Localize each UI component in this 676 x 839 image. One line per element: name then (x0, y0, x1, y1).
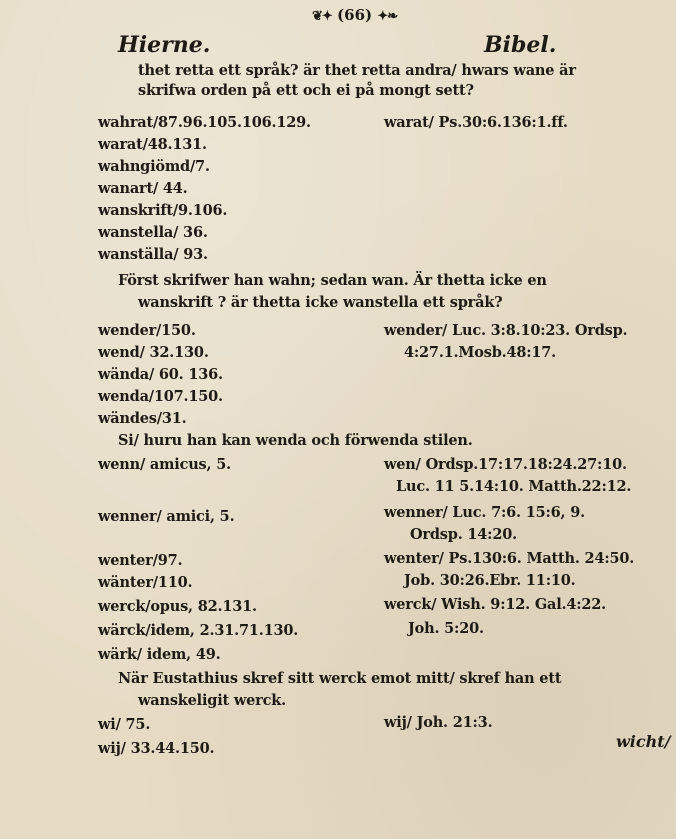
catchword: wicht/ (616, 732, 671, 751)
header-left: Hierne. (118, 32, 211, 58)
text-line: wenter/97. (98, 552, 183, 569)
text-line: Si/ huru han kan wenda och förwenda stilen. (118, 432, 473, 449)
text-line: När Eustathius skref sitt werck emot mitt/ skref han ett (118, 670, 562, 687)
text-line: Ordsp. 14:20. (410, 526, 517, 543)
ornament-right-icon: ✦❧ (377, 9, 398, 24)
text-line: werck/ Wish. 9:12. Gal.4:22. (384, 596, 607, 613)
text-line: Joh. 5:20. (408, 620, 484, 637)
text-line: skrifwa orden på ett och ei på mongt sett? (138, 82, 474, 99)
text-line: Luc. 11 5.14:10. Matth.22:12. (396, 478, 632, 495)
text-line: werck/opus, 82.131. (98, 598, 257, 615)
header-right: Bibel. (484, 32, 557, 58)
text-line: warat/ Ps.30:6.136:1.ff. (384, 114, 568, 131)
text-line: wi/ 75. (98, 716, 151, 733)
text-line: Först skrifwer han wahn; sedan wan. Är thetta icke en (118, 272, 547, 289)
text-line: wij/ Joh. 21:3. (384, 714, 493, 731)
text-line: Job. 30:26.Ebr. 11:10. (404, 572, 576, 589)
text-line: wenn/ amicus, 5. (98, 456, 231, 473)
text-line: wij/ 33.44.150. (98, 740, 215, 757)
ornament-left-icon: ❦✦ (312, 9, 332, 24)
text-line: thet retta ett språk? är thet retta andra/ hwars wane är (138, 62, 576, 79)
text-line: warat/48.131. (98, 136, 207, 153)
text-line: wända/ 60. 136. (98, 366, 223, 383)
text-line: wen/ Ordsp.17:17.18:24.27:10. (384, 456, 627, 473)
text-line: wenda/107.150. (98, 388, 223, 405)
text-line: wänter/110. (98, 574, 193, 591)
text-line: wanskrift ? är thetta icke wanstella ett språk? (138, 294, 503, 311)
text-line: wärck/idem, 2.31.71.130. (98, 622, 299, 639)
text-line: wender/150. (98, 322, 196, 339)
text-line: wenner/ amici, 5. (98, 508, 235, 525)
text-line: wend/ 32.130. (98, 344, 209, 361)
text-line: wanställa/ 93. (98, 246, 208, 263)
text-line: 4:27.1.Mosb.48:17. (404, 344, 557, 361)
text-line: wenter/ Ps.130:6. Matth. 24:50. (384, 550, 635, 567)
page-number-text: (66) (337, 6, 373, 24)
text-line: wändes/31. (98, 410, 187, 427)
text-line: wanskrift/9.106. (98, 202, 228, 219)
text-line: wender/ Luc. 3:8.10:23. Ordsp. (384, 322, 628, 339)
page-number (312, 6, 397, 24)
text-line: wanskeligit werck. (138, 692, 286, 709)
text-line: wanart/ 44. (98, 180, 188, 197)
text-line: wahrat/87.96.105.106.129. (98, 114, 311, 131)
text-line: wahngiömd/7. (98, 158, 210, 175)
text-line: wanstella/ 36. (98, 224, 208, 241)
text-line: wenner/ Luc. 7:6. 15:6, 9. (384, 504, 585, 521)
text-line: wärk/ idem, 49. (98, 646, 221, 663)
